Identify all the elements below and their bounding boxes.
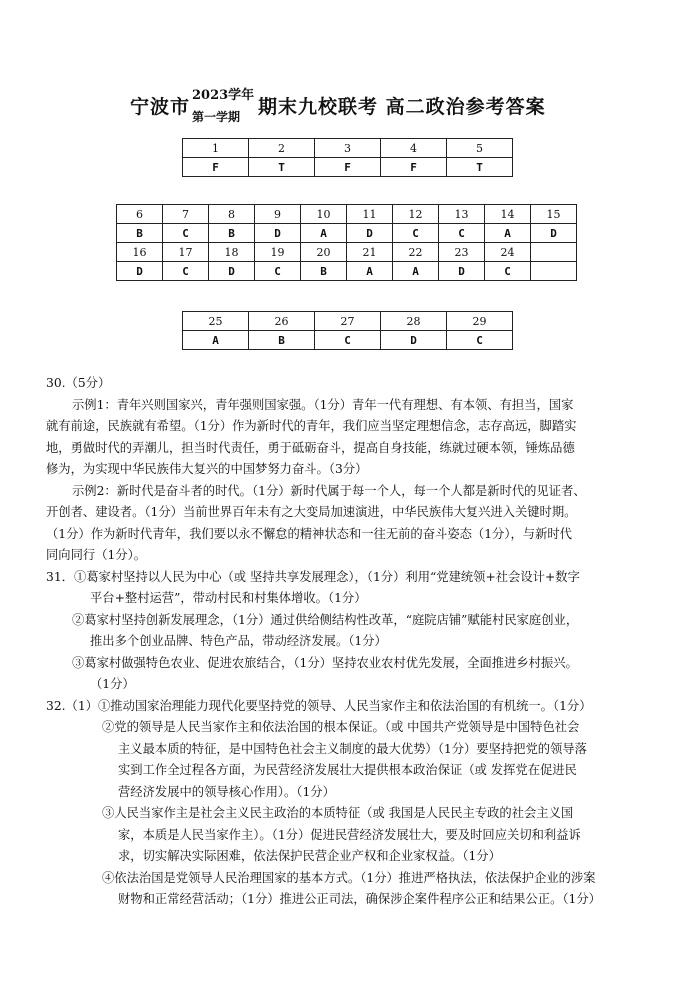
answer-cell: D — [255, 224, 301, 243]
answer-cell: F — [381, 158, 447, 177]
text-line: ③葛家村做强特色农业、促进农旅结合，（1分）坚持农业农村优先发展，全面推进乡村振兴。 — [72, 656, 578, 670]
question-number: 7 — [163, 205, 209, 224]
question-number: 29 — [447, 312, 513, 331]
document-title — [0, 84, 696, 130]
answer-cell: C — [255, 262, 301, 281]
answer-cell: B — [209, 224, 255, 243]
question-number: 1 — [183, 139, 249, 158]
text-line: ④依法治国是党领导人民治理国家的基本方式。（1分）推进严格执法，依法保护企业的涉案 — [102, 871, 596, 885]
question-number: 15 — [531, 205, 577, 224]
title-year: 2023学年 — [192, 88, 255, 103]
question-number: 25 — [183, 312, 249, 331]
question-number: 21 — [347, 243, 393, 262]
answer-cell: A — [301, 224, 347, 243]
title-city: 宁波市 — [130, 96, 191, 118]
question-number: 20 — [301, 243, 347, 262]
answer-cell: T — [249, 158, 315, 177]
question-31-line: 31．①葛家村坚持以人民为中心（或 坚持共享发展理念），（1分）利用“党建统领+社会设计+数字 — [46, 570, 580, 584]
question-number: 27 — [315, 312, 381, 331]
title-exam-name: 期末九校联考 高二政治参考答案 — [258, 96, 546, 118]
answer-cell: C — [163, 262, 209, 281]
question-number: 8 — [209, 205, 255, 224]
question-number: 24 — [485, 243, 531, 262]
answer-table-3 — [182, 311, 513, 350]
answer-cell: D — [531, 224, 577, 243]
question-number: 14 — [485, 205, 531, 224]
answer-cell: F — [315, 158, 381, 177]
question-number: 23 — [439, 243, 485, 262]
question-number: 28 — [381, 312, 447, 331]
question-number: 18 — [209, 243, 255, 262]
answer-cell: C — [393, 224, 439, 243]
text-line: 开创者、建设者。（1分）当前世界百年未有之大变局加速演进，中华民族伟大复兴进入关键时期。 — [46, 505, 577, 519]
answer-cell: D — [117, 262, 163, 281]
question-number: 13 — [439, 205, 485, 224]
text-line: （1分） — [90, 677, 135, 691]
text-line: 推出多个创业品牌、特色产品，带动经济发展。（1分） — [90, 634, 387, 648]
question-number: 6 — [117, 205, 163, 224]
answer-cell: D — [439, 262, 485, 281]
empty-cell — [531, 243, 577, 262]
text-line: 家，本质是人民当家作主）。（1分）促进民营经济发展壮大，要及时回应关切和利益诉 — [118, 828, 581, 842]
question-number: 17 — [163, 243, 209, 262]
answer-cell: C — [447, 331, 513, 350]
answer-cell: C — [439, 224, 485, 243]
text-line: 财物和正常经营活动；（1分）推进公正司法，确保涉企案件程序公正和结果公正。（1分） — [118, 892, 601, 906]
text-line: ③人民当家作主是社会主义民主政治的本质特征（或 我国是人民民主专政的社会主义国 — [102, 806, 574, 820]
question-number: 26 — [249, 312, 315, 331]
answer-cell: D — [381, 331, 447, 350]
question-number: 11 — [347, 205, 393, 224]
answer-cell: A — [393, 262, 439, 281]
text-line: 示例2：新时代是奋斗者的时代。（1分）新时代属于每一个人，每一个人都是新时代的见证者、 — [72, 484, 586, 498]
question-32-line: 32.（1）①推动国家治理能力现代化要坚持党的领导、人民当家作主和依法治国的有机统一。（1分） — [46, 699, 592, 713]
question-number: 4 — [381, 139, 447, 158]
answer-cell: C — [315, 331, 381, 350]
text-line: 平台+整村运营”，带动村民和村集体增收。（1分） — [90, 591, 367, 605]
answer-cell: C — [163, 224, 209, 243]
answer-cell: D — [209, 262, 255, 281]
answer-cell: D — [347, 224, 393, 243]
text-line: ②葛家村坚持创新发展理念，（1分）通过供给侧结构性改革，“庭院店铺”赋能村民家庭创业， — [72, 613, 579, 627]
question-number: 3 — [315, 139, 381, 158]
answer-table-2 — [116, 204, 577, 281]
text-line: 地，勇做时代的弄潮儿，担当时代责任，勇于砥砺奋斗，提高自身技能，练就过硬本领，锤炼品德 — [46, 441, 575, 455]
text-line: 求，切实解决实际困难，依法保护民营企业产权和企业家权益。（1分） — [118, 849, 501, 863]
answer-cell: B — [301, 262, 347, 281]
text-line: 同向同行（1分）。 — [46, 548, 147, 562]
text-line: 营经济发展中的领导核心作用）。（1分） — [118, 785, 335, 799]
empty-cell — [531, 262, 577, 281]
answer-cell: F — [183, 158, 249, 177]
answer-cell: T — [447, 158, 513, 177]
question-number: 12 — [393, 205, 439, 224]
answer-cell: B — [117, 224, 163, 243]
answer-cell: A — [347, 262, 393, 281]
question-number: 16 — [117, 243, 163, 262]
text-line: 就有前途，民族就有希望。（1分）作为新时代的青年，我们应当坚定理想信念，志存高远，脚踏实 — [46, 419, 577, 433]
text-line: 示例1：青年兴则国家兴，青年强则国家强。（1分）青年一代有理想、有本领、有担当，国家 — [72, 398, 574, 412]
question-30-heading: 30.（5分） — [46, 376, 111, 390]
question-number: 10 — [301, 205, 347, 224]
question-number: 9 — [255, 205, 301, 224]
text-line: （1分）作为新时代青年，我们要以永不懈怠的精神状态和一往无前的奋斗姿态（1分），与新时代 — [46, 527, 572, 541]
answer-cell: B — [249, 331, 315, 350]
question-number: 19 — [255, 243, 301, 262]
title-semester: 第一学期 — [192, 110, 241, 124]
text-line: ②党的领导是人民当家作主和依法治国的根本保证。（或 中国共产党领导是中国特色社会 — [102, 720, 580, 734]
answer-cell: C — [485, 262, 531, 281]
text-line: 修为，为实现中华民族伟大复兴的中国梦努力奋斗。（3分） — [46, 462, 368, 476]
text-line: 实到工作全过程各方面，为民营经济发展壮大提供根本政治保证（或 发挥党在促进民 — [118, 763, 577, 777]
answer-cell: A — [485, 224, 531, 243]
text-line: 主义最本质的特征，是中国特色社会主义制度的最大优势）（1分）要坚持把党的领导落 — [118, 742, 587, 756]
question-number: 2 — [249, 139, 315, 158]
answer-cell: A — [183, 331, 249, 350]
answer-table-1 — [182, 138, 513, 177]
question-number: 22 — [393, 243, 439, 262]
question-number: 5 — [447, 139, 513, 158]
